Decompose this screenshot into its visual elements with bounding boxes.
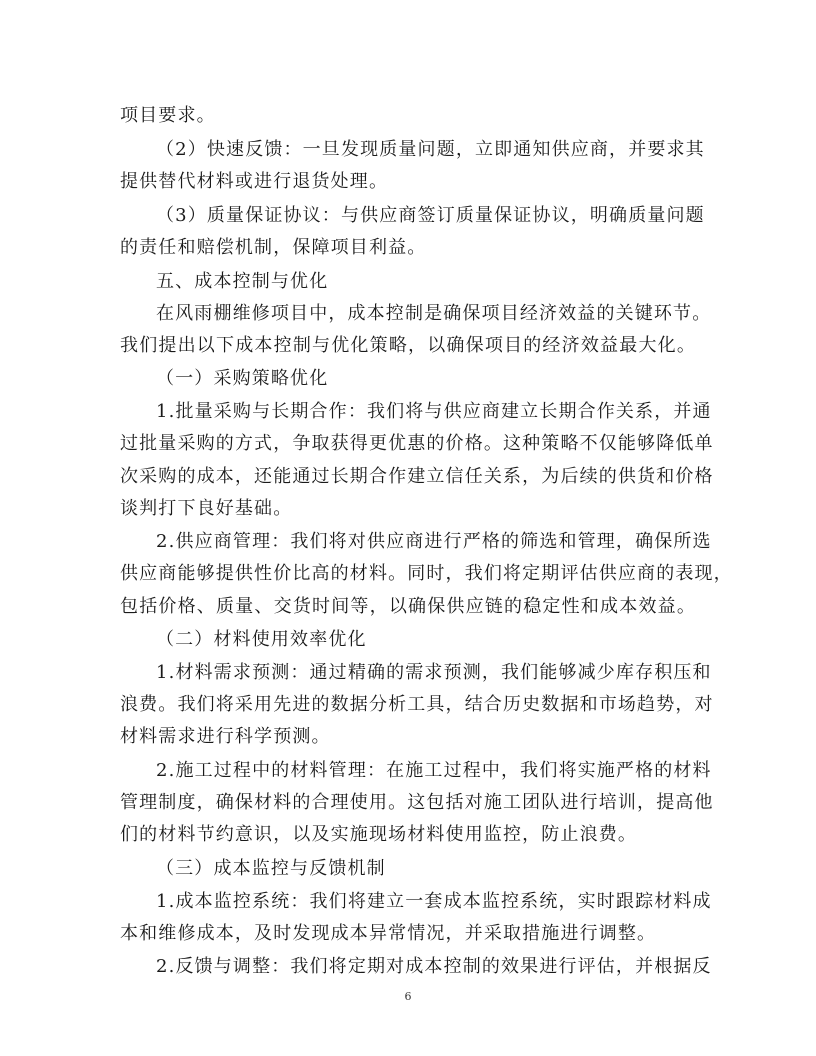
text-line: 过批量采购的方式，争取获得更优惠的价格。这种策略不仅能够降低单 — [120, 433, 714, 454]
text-line: 1.成本监控系统：我们将建立一套成本监控系统，实时跟踪材料成 — [156, 891, 712, 912]
page-number: 6 — [404, 990, 412, 1003]
text-line: 供应商能够提供性价比高的材料。同时，我们将定期评估供应商的表现， — [120, 563, 733, 584]
subsection-heading: （一）采购策略优化 — [156, 368, 329, 389]
text-line: 包括价格、质量、交货时间等，以确保供应链的稳定性和成本效益。 — [120, 596, 696, 617]
text-line: 2.施工过程中的材料管理：在施工过程中，我们将实施严格的材料 — [156, 760, 712, 781]
subsection-heading: （三）成本监控与反馈机制 — [156, 858, 386, 879]
text-line: （2）快速反馈：一旦发现质量问题，立即通知供应商，并要求其 — [156, 139, 705, 160]
text-line: 提供替代材料或进行退货处理。 — [120, 171, 389, 192]
text-line: 1.批量采购与长期合作：我们将与供应商建立长期合作关系，并通 — [156, 401, 712, 422]
section-heading: 五、成本控制与优化 — [156, 271, 329, 292]
text-line: 次采购的成本，还能通过长期合作建立信任关系，为后续的供货和价格 — [120, 466, 714, 487]
text-line: 管理制度，确保材料的合理使用。这包括对施工团队进行培训，提高他 — [120, 792, 714, 813]
text-line: 们的材料节约意识，以及实施现场材料使用监控，防止浪费。 — [120, 824, 638, 845]
text-line: 的责任和赔偿机制，保障项目利益。 — [120, 237, 427, 258]
text-line: （3）质量保证协议：与供应商签订质量保证协议，明确质量问题 — [156, 205, 705, 226]
text-line: 我们提出以下成本控制与优化策略，以确保项目的经济效益最大化。 — [120, 335, 696, 356]
text-line: 1.材料需求预测：通过精确的需求预测，我们能够减少库存积压和 — [156, 662, 712, 683]
text-line: 浪费。我们将采用先进的数据分析工具，结合历史数据和市场趋势，对 — [120, 694, 714, 715]
subsection-heading: （二）材料使用效率优化 — [156, 629, 367, 650]
text-line: 2.反馈与调整：我们将定期对成本控制的效果进行评估，并根据反 — [156, 956, 712, 977]
text-line: 在风雨棚维修项目中，成本控制是确保项目经济效益的关键环节。 — [156, 303, 712, 324]
text-line: 2.供应商管理：我们将对供应商进行严格的筛选和管理，确保所选 — [156, 531, 712, 552]
text-line: 本和维修成本，及时发现成本异常情况，并采取措施进行调整。 — [120, 923, 657, 944]
text-line: 材料需求进行科学预测。 — [120, 726, 331, 747]
text-line: 谈判打下良好基础。 — [120, 498, 293, 519]
text-line: 项目要求。 — [120, 105, 216, 126]
